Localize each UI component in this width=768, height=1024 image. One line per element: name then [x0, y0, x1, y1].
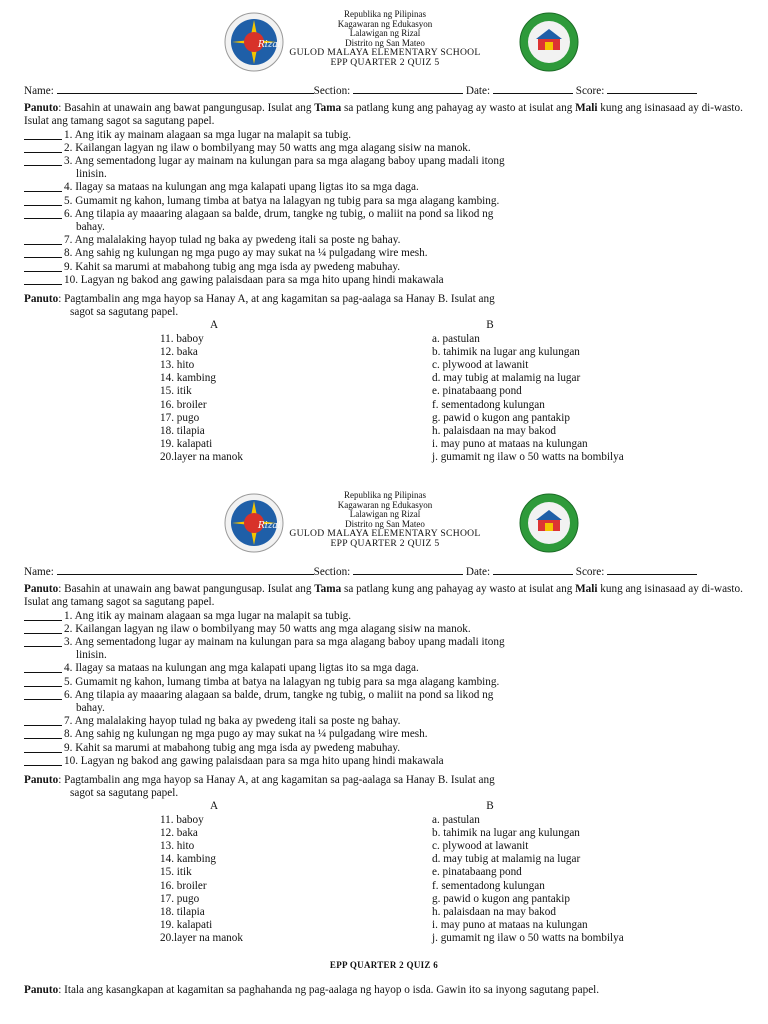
list-item: 17. pugo — [160, 411, 200, 424]
list-item: b. tahimik na lugar ang kulungan — [432, 345, 580, 358]
list-item: 9. Kahit sa marumi at mabahong tubig ang mga isda ay pwedeng mabuhay. — [24, 742, 746, 755]
list-item: c. plywood at lawanit — [432, 840, 529, 853]
list-item: 7. Ang malalaking hayop tulad ng baka ay pwedeng itali sa poste ng bahay. — [24, 234, 746, 247]
answer-blank[interactable] — [24, 142, 62, 153]
answer-blank[interactable] — [24, 247, 62, 258]
header-line: Kagawaran ng Edukasyon — [337, 499, 433, 510]
list-item: b. tahimik na lugar ang kulungan — [432, 826, 580, 839]
answer-blank[interactable] — [24, 181, 62, 192]
list-item: 20.layer na manok — [160, 932, 243, 945]
section-field[interactable] — [353, 564, 463, 575]
header-line: Republika ng Pilipinas — [344, 9, 426, 19]
list-item: 16. broiler — [160, 879, 207, 892]
list-item: d. may tubig at malamig na lugar — [432, 372, 581, 385]
column-a — [160, 319, 340, 464]
score-label: Score: — [575, 85, 605, 97]
answer-blank[interactable] — [24, 742, 62, 753]
list-item: 16. broiler — [160, 398, 207, 411]
list-item: h. palaisdaan na may bakod — [432, 906, 556, 919]
school-name: GULOD MALAYA ELEMENTARY SCHOOL — [289, 47, 481, 59]
list-item: j. gumamit ng ilaw o 50 watts na bombilya — [432, 932, 624, 945]
svg-text:Rizal: Rizal — [258, 40, 281, 50]
list-item-continuation: linisin. — [76, 649, 107, 662]
list-item: 1. Ang itik ay mainam alagaan sa mga lugar na malapit sa tubig. — [24, 610, 746, 623]
list-item: 4. Ilagay sa mataas na kulungan ang mga kalapati upang ligtas ito sa mga daga. — [24, 181, 746, 194]
score-label: Score: — [575, 566, 605, 578]
list-item: 18. tilapia — [160, 425, 205, 438]
list-item: 2. Kailangan lagyan ng ilaw o bombilyang may 50 watts ang mga alagang sisiw na manok. — [24, 142, 746, 155]
list-item: 19. kalapati — [160, 919, 213, 932]
list-item: 15. itik — [160, 385, 192, 398]
instructions-part1: Panuto: Basahin at unawain ang bawat pangungusap. Isulat ang Tama sa patlang kung ang pahayag ay wasto at isulat ang Mali kung ang isinasaad ay di-wasto. Isulat ang tamang sagot sa sagutang papel. — [24, 583, 743, 609]
list-item: 10. Lagyan ng bakod ang gawing palaisdaan para sa mga hito upang hindi makawala — [24, 274, 746, 287]
header-line: Lalawigan ng Rizal — [349, 509, 421, 520]
matching-columns — [24, 319, 746, 464]
date-label: Date: — [465, 85, 491, 97]
list-item: g. pawid o kugon ang pantakip — [432, 892, 570, 905]
list-item: 2. Kailangan lagyan ng ilaw o bombilyang may 50 watts ang mga alagang sisiw na manok. — [24, 623, 746, 636]
list-item: d. may tubig at malamig na lugar — [432, 853, 581, 866]
list-item: j. gumamit ng ilaw o 50 watts na bombilya — [432, 451, 624, 464]
name-field[interactable] — [57, 83, 314, 94]
column-b-heading: B — [486, 800, 494, 813]
instructions-part2: Panuto: Pagtambalin ang mga hayop sa Hanay A, at ang kagamitan sa pag-aalaga sa Hanay B. Isulat ang sagot sa sagutang papel. — [24, 774, 495, 800]
date-field[interactable] — [493, 83, 573, 94]
list-item: 13. hito — [160, 359, 195, 372]
list-item: 17. pugo — [160, 892, 200, 905]
list-item: 14. kambing — [160, 853, 216, 866]
date-field[interactable] — [493, 564, 573, 575]
score-field[interactable] — [607, 564, 697, 575]
header-line: Distrito ng San Mateo — [345, 518, 425, 529]
answer-blank[interactable] — [24, 689, 62, 700]
answer-blank[interactable] — [24, 623, 62, 634]
list-item: 13. hito — [160, 840, 195, 853]
answer-blank[interactable] — [24, 755, 62, 766]
answer-blank[interactable] — [24, 129, 62, 140]
list-item: 7. Ang malalaking hayop tulad ng baka ay pwedeng itali sa poste ng bahay. — [24, 715, 746, 728]
list-item-continuation: bahay. — [76, 221, 105, 234]
list-item: 3. Ang sementadong lugar ay mainam na kulungan para sa mga alagang baboy upang madali itong — [24, 155, 746, 168]
list-item: 11. baboy — [160, 813, 204, 826]
answer-blank[interactable] — [24, 662, 62, 673]
answer-blank[interactable] — [24, 274, 62, 285]
answer-blank[interactable] — [24, 728, 62, 739]
score-field[interactable] — [607, 83, 697, 94]
list-item: 5. Gumamit ng kahon, lumang timba at batya na lalagyan ng tubig para sa mga alagang kambing. — [24, 195, 746, 208]
list-item: 5. Gumamit ng kahon, lumang timba at batya na lalagyan ng tubig para sa mga alagang kambing. — [24, 676, 746, 689]
list-item-continuation: linisin. — [76, 168, 107, 181]
answer-blank[interactable] — [24, 715, 62, 726]
student-info-fields — [24, 564, 746, 579]
list-item: 12. baka — [160, 345, 198, 358]
matching-columns — [24, 800, 746, 945]
instructions-part1: Panuto: Basahin at unawain ang bawat pangungusap. Isulat ang Tama sa patlang kung ang pahayag ay wasto at isulat ang Mali kung ang isinasaad ay di-wasto. Isulat ang tamang sagot sa sagutang papel. — [24, 102, 743, 128]
column-b-heading: B — [486, 319, 494, 332]
school-header — [24, 489, 746, 561]
answer-blank[interactable] — [24, 610, 62, 621]
list-item: e. pinatabaang pond — [432, 866, 522, 879]
deped-rizal-seal-icon — [224, 493, 284, 553]
list-item: f. sementadong kulungan — [432, 879, 545, 892]
column-b — [432, 319, 752, 464]
name-label: Name: — [24, 85, 54, 97]
column-a-heading: A — [209, 319, 219, 332]
quiz6-instructions: Panuto: Itala ang kasangkapan at kagamitan sa paghahanda ng pag-aalaga ng hayop o isda. Gawin ito sa inyong sagutang papel. — [24, 984, 600, 996]
list-item: i. may puno at mataas na kulungan — [432, 919, 588, 932]
list-item: 11. baboy — [160, 332, 204, 345]
quiz6-title: EPP QUARTER 2 QUIZ 6 — [329, 960, 439, 970]
section-label: Section: — [313, 566, 351, 578]
list-item: c. plywood at lawanit — [432, 359, 529, 372]
date-label: Date: — [465, 566, 491, 578]
answer-blank[interactable] — [24, 676, 62, 687]
list-item: 12. baka — [160, 826, 198, 839]
answer-blank[interactable] — [24, 208, 62, 219]
name-label: Name: — [24, 566, 54, 578]
deped-rizal-seal-icon — [224, 12, 284, 72]
section-field[interactable] — [353, 83, 463, 94]
header-line: Republika ng Pilipinas — [344, 490, 426, 500]
quiz-sheet-1 — [24, 8, 746, 464]
list-item: 6. Ang tilapia ay maaaring alagaan sa balde, drum, tangke ng tubig, o maliit na pond sa likod ng — [24, 208, 746, 221]
true-false-items — [24, 610, 746, 768]
quiz-sheet-2 — [24, 489, 746, 945]
column-b — [432, 800, 752, 945]
school-seal-icon — [519, 493, 579, 553]
list-item: 9. Kahit sa marumi at mabahong tubig ang mga isda ay pwedeng mabuhay. — [24, 261, 746, 274]
list-item: f. sementadong kulungan — [432, 398, 545, 411]
answer-blank[interactable] — [24, 261, 62, 272]
list-item: g. pawid o kugon ang pantakip — [432, 411, 570, 424]
list-item: e. pinatabaang pond — [432, 385, 522, 398]
name-field[interactable] — [57, 564, 314, 575]
list-item: 20.layer na manok — [160, 451, 243, 464]
answer-blank[interactable] — [24, 234, 62, 245]
list-item: a. pastulan — [432, 813, 480, 826]
school-name: GULOD MALAYA ELEMENTARY SCHOOL — [289, 528, 481, 540]
column-a-heading: A — [209, 800, 219, 813]
list-item: 10. Lagyan ng bakod ang gawing palaisdaan para sa mga hito upang hindi makawala — [24, 755, 746, 768]
true-false-items — [24, 129, 746, 287]
list-item: 18. tilapia — [160, 906, 205, 919]
header-line: Kagawaran ng Edukasyon — [337, 18, 433, 29]
school-seal-icon — [519, 12, 579, 72]
list-item: 6. Ang tilapia ay maaaring alagaan sa balde, drum, tangke ng tubig, o maliit na pond sa likod ng — [24, 689, 746, 702]
list-item: 8. Ang sahig ng kulungan ng mga pugo ay may sukat na ¼ pulgadang wire mesh. — [24, 728, 746, 741]
list-item-continuation: bahay. — [76, 702, 105, 715]
list-item: 15. itik — [160, 866, 192, 879]
list-item: 3. Ang sementadong lugar ay mainam na kulungan para sa mga alagang baboy upang madali itong — [24, 636, 746, 649]
answer-blank[interactable] — [24, 155, 62, 166]
quiz-title: EPP QUARTER 2 QUIZ 5 — [330, 537, 440, 549]
list-item: h. palaisdaan na may bakod — [432, 425, 556, 438]
list-item: 4. Ilagay sa mataas na kulungan ang mga kalapati upang ligtas ito sa mga daga. — [24, 662, 746, 675]
list-item: i. may puno at mataas na kulungan — [432, 438, 588, 451]
answer-blank[interactable] — [24, 195, 62, 206]
quiz-title: EPP QUARTER 2 QUIZ 5 — [330, 56, 440, 68]
header-line: Distrito ng San Mateo — [345, 37, 425, 48]
school-header — [24, 8, 746, 80]
instructions-part2: Panuto: Pagtambalin ang mga hayop sa Hanay A, at ang kagamitan sa pag-aalaga sa Hanay B. Isulat ang sagot sa sagutang papel. — [24, 293, 495, 319]
list-item: 14. kambing — [160, 372, 216, 385]
header-line: Lalawigan ng Rizal — [349, 28, 421, 39]
list-item: 19. kalapati — [160, 438, 213, 451]
list-item: 8. Ang sahig ng kulungan ng mga pugo ay may sukat na ¼ pulgadang wire mesh. — [24, 247, 746, 260]
answer-blank[interactable] — [24, 636, 62, 647]
column-a — [160, 800, 340, 945]
list-item: 1. Ang itik ay mainam alagaan sa mga lugar na malapit sa tubig. — [24, 129, 746, 142]
svg-text:Rizal: Rizal — [258, 521, 281, 531]
student-info-fields — [24, 83, 746, 98]
list-item: a. pastulan — [432, 332, 480, 345]
section-label: Section: — [313, 85, 351, 97]
